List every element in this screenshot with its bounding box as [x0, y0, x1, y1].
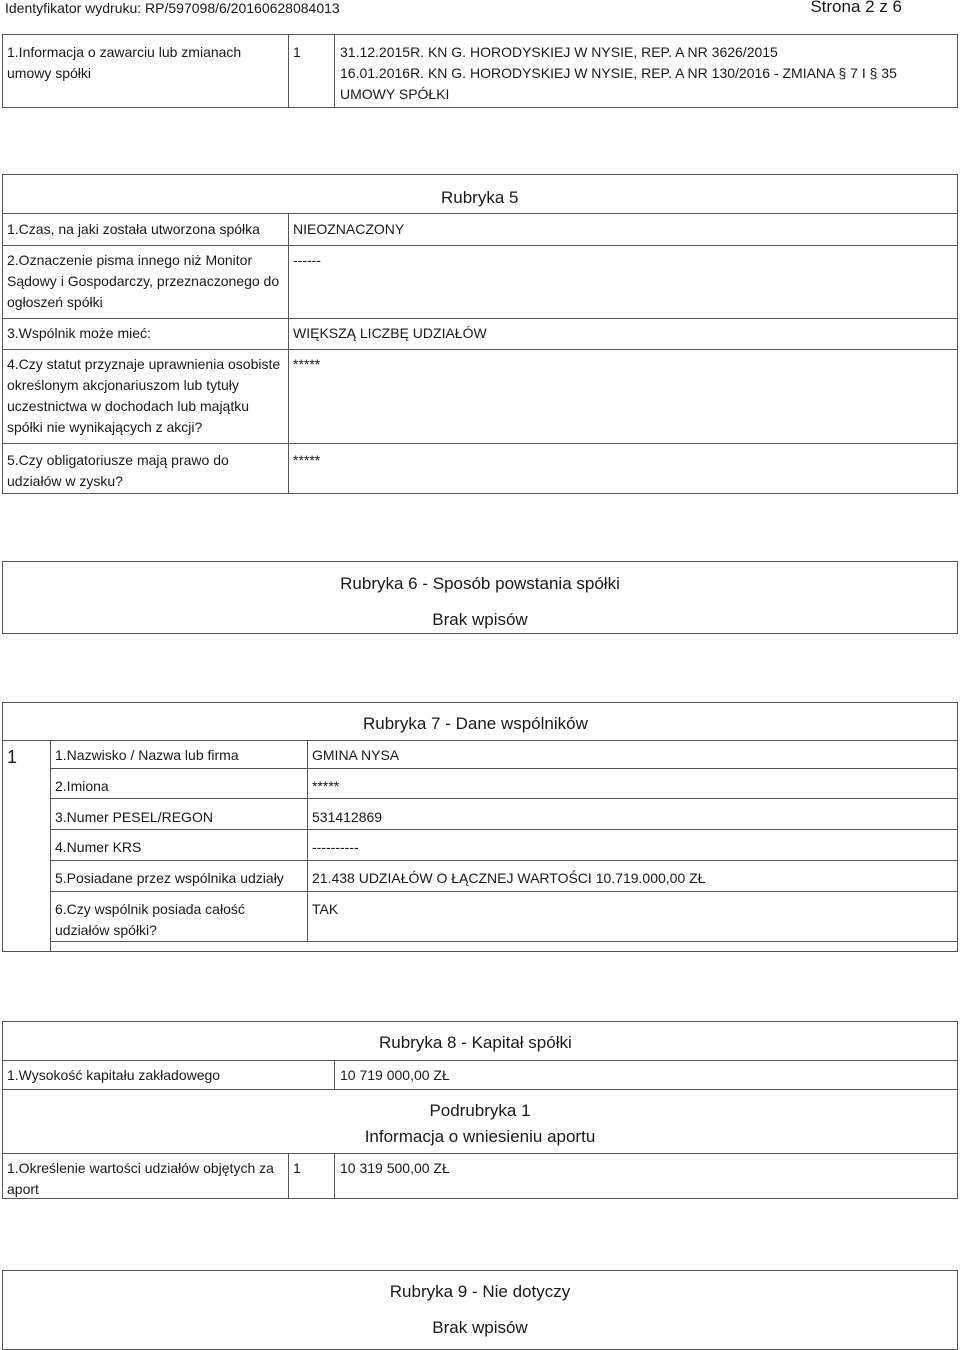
- r5-label-1: 1.Czas, na jaki została utworzona spółka: [7, 221, 260, 237]
- r5-value-5: *****: [293, 452, 321, 468]
- podrubryka-subtitle: Informacja o wniesieniu aportu: [364, 1127, 596, 1146]
- r5-value-4: *****: [293, 356, 321, 372]
- capital-value: 10 719 000,00 ZŁ: [340, 1067, 450, 1083]
- r7-value-4: ----------: [312, 839, 359, 855]
- r7-label-2: 2.Imiona: [55, 778, 109, 794]
- aport-label: 1.Określenie wartości udziałów objętych za aport: [7, 1160, 274, 1197]
- rubryka6-empty: Brak wpisów: [432, 610, 528, 629]
- aport-value: 10 319 500,00 ZŁ: [340, 1160, 450, 1176]
- r7-number: 1: [7, 747, 18, 767]
- contract-info-number: 1: [293, 44, 301, 60]
- rubryka9-title: Rubryka 9 - Nie dotyczy: [389, 1282, 571, 1301]
- aport-number: 1: [293, 1160, 301, 1176]
- r7-label-5: 5.Posiadane przez wspólnika udziały: [55, 870, 284, 886]
- r7-value-5: 21.438 UDZIAŁÓW O ŁĄCZNEJ WARTOŚCI 10.719.000,00 ZŁ: [312, 870, 706, 886]
- r7-label-3: 3.Numer PESEL/REGON: [55, 809, 213, 825]
- r7-value-2: *****: [312, 778, 340, 794]
- r5-label-4: 4.Czy statut przyznaje uprawnienia osobiste określonym akcjonariuszom lub tytuły uczestnictwa w dochodach lub majątku spółki nie wynikających z akcji?: [7, 356, 281, 435]
- r5-value-2: ------: [293, 252, 321, 268]
- r7-value-3: 531412869: [312, 809, 383, 825]
- r7-value-6: TAK: [312, 901, 339, 917]
- r5-value-3: WIĘKSZĄ LICZBĘ UDZIAŁÓW: [293, 325, 487, 341]
- r7-label-6: 6.Czy wspólnik posiada całość udziałów spółki?: [55, 901, 245, 938]
- rubryka6-title: Rubryka 6 - Sposób powstania spółki: [340, 574, 620, 593]
- r5-value-1: NIEOZNACZONY: [293, 221, 405, 237]
- r5-label-2: 2.Oznaczenie pisma innego niż Monitor Sądowy i Gospodarczy, przeznaczonego do ogłoszeń spółki: [7, 252, 280, 310]
- r7-label-1: 1.Nazwisko / Nazwa lub firma: [55, 747, 239, 763]
- r5-label-3: 3.Wspólnik może mieć:: [7, 325, 151, 341]
- podrubryka-title: Podrubryka 1: [429, 1101, 531, 1120]
- r7-value-1: GMINA NYSA: [312, 747, 400, 763]
- contract-info-value-2: 16.01.2016R. KN G. HORODYSKIEJ W NYSIE, REP. A NR 130/2016 - ZMIANA § 7 I § 35 UMOWY SPÓŁKI: [340, 65, 897, 102]
- rubryka7-title: Rubryka 7 - Dane wspólników: [363, 714, 588, 733]
- r5-label-5: 5.Czy obligatoriusze mają prawo do udziałów w zysku?: [7, 452, 229, 489]
- contract-info-value-1: 31.12.2015R. KN G. HORODYSKIEJ W NYSIE, REP. A NR 3626/2015: [340, 44, 778, 60]
- rubryka9-empty: Brak wpisów: [432, 1318, 528, 1337]
- print-identifier: Identyfikator wydruku: RP/597098/6/20160628084013: [5, 0, 340, 16]
- contract-info-label: 1.Informacja o zawarciu lub zmianach umowy spółki: [7, 44, 242, 81]
- rubryka5-title: Rubryka 5: [441, 188, 519, 207]
- r7-label-4: 4.Numer KRS: [55, 839, 142, 855]
- rubryka8-title: Rubryka 8 - Kapitał spółki: [379, 1033, 572, 1052]
- capital-label: 1.Wysokość kapitału zakładowego: [7, 1067, 221, 1083]
- page-number: Strona 2 z 6: [810, 0, 902, 16]
